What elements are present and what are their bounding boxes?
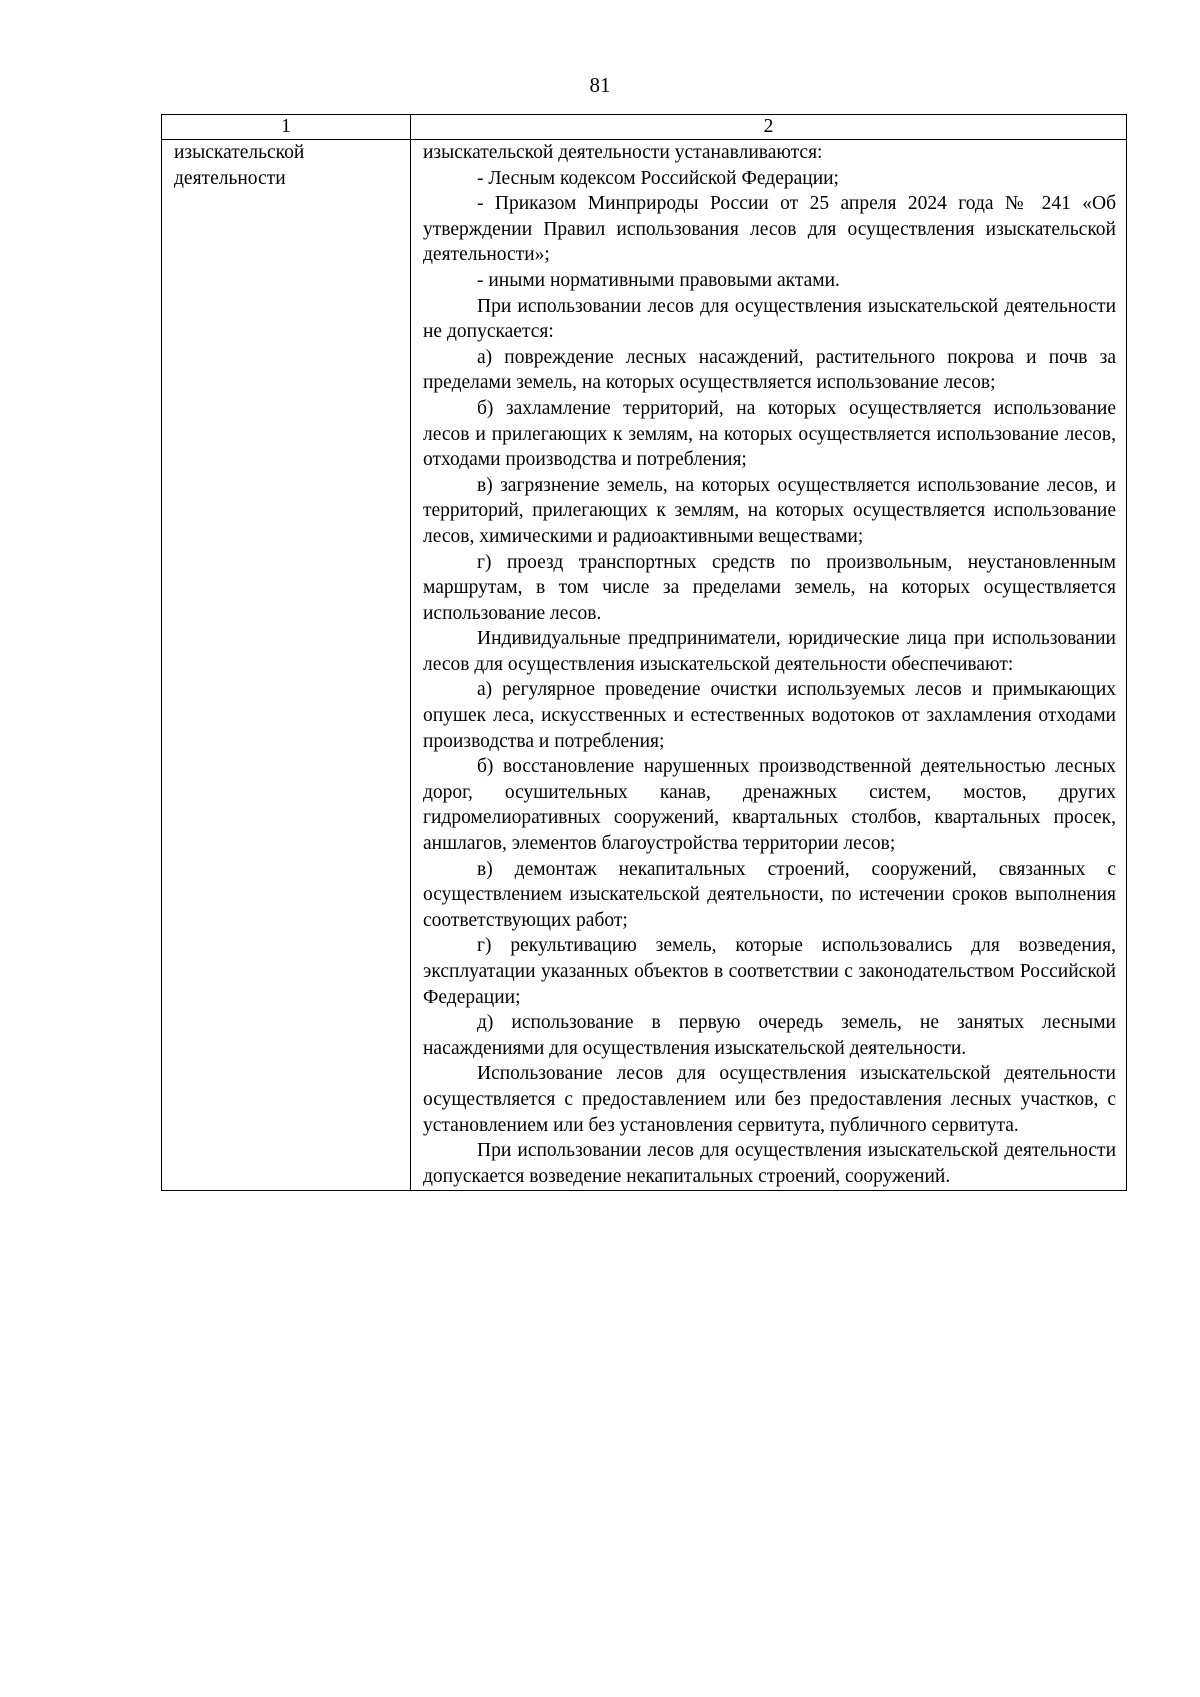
paragraph: а) повреждение лесных насаждений, растительного покрова и почв за пределами земель, на которых осуществляется использование лесов; (423, 346, 1116, 394)
paragraph: б) захламление территорий, на которых осуществляется использование лесов и прилегающих к землям, на которых осуществляется использование лесов, отходами производства и потребления; (423, 397, 1116, 471)
paragraph: При использовании лесов для осуществления изыскательской деятельности не допускается: (423, 295, 1116, 343)
table-header-row (162, 115, 1127, 140)
content-table (161, 114, 1127, 1191)
paragraph: Использование лесов для осуществления изыскательской деятельности осуществляется с предоставлением или без предоставления лесных участков, с установлением или без установления сервитута, публичного сервитута. (423, 1063, 1116, 1136)
paragraph: Индивидуальные предприниматели, юридические лица при использовании лесов для осуществления изыскательской деятельности обеспечивают: (423, 628, 1116, 675)
paragraph: - Лесным кодексом Российской Федерации; (477, 167, 839, 189)
paragraph: в) загрязнение земель, на которых осуществляется использование лесов, и территорий, прилегающих к землям, на которых осуществляется использование лесов, химическими и радиоактивными веществами; (423, 474, 1116, 547)
paragraph: а) регулярное проведение очистки используемых лесов и примыкающих опушек леса, искусственных и естественных водотоков от захламления отходами производства и потребления; (423, 679, 1116, 752)
page-number: 81 (589, 73, 611, 97)
table-row (162, 140, 1127, 1191)
paragraph: - Приказом Минприроды России от 25 апреля 2024 года № 241 «Об утверждении Правил использования лесов для осуществления изыскательской деятельности»; (423, 193, 1116, 266)
left-cell-line-2: деятельности (174, 167, 286, 189)
paragraph: д) использование в первую очередь земель, не занятых лесными насаждениями для осуществления изыскательской деятельности. (423, 1012, 1116, 1059)
right-cell (411, 140, 1127, 1191)
column-header-2: 2 (411, 115, 1127, 140)
left-cell (162, 140, 411, 1191)
paragraph: б) восстановление нарушенных производственной деятельностью лесных дорог, осушительных канав, дренажных систем, мостов, других гидромелиоративных сооружений, квартальных столбов, квартальных просек, аншлагов, элементов благоустройства территории лесов; (423, 756, 1116, 855)
paragraph: - иными нормативными правовыми актами. (477, 269, 840, 291)
column-header-1: 1 (162, 115, 411, 140)
paragraph: изыскательской деятельности устанавливаются: (423, 142, 823, 163)
paragraph: в) демонтаж некапитальных строений, сооружений, связанных с осуществлением изыскательской деятельности, по истечении сроков выполнения соответствующих работ; (423, 858, 1116, 931)
paragraph: При использовании лесов для осуществления изыскательской деятельности допускается возведение некапитальных строений, сооружений. (423, 1140, 1116, 1187)
paragraph: г) рекультивацию земель, которые использовались для возведения, эксплуатации указанных объектов в соответствии с законодательством Российской Федерации; (423, 935, 1116, 1008)
paragraph: г) проезд транспортных средств по произвольным, неустановленным маршрутам, в том числе за пределами земель, на которых осуществляется использование лесов. (423, 551, 1116, 624)
left-cell-line-1: изыскательской (174, 142, 305, 163)
